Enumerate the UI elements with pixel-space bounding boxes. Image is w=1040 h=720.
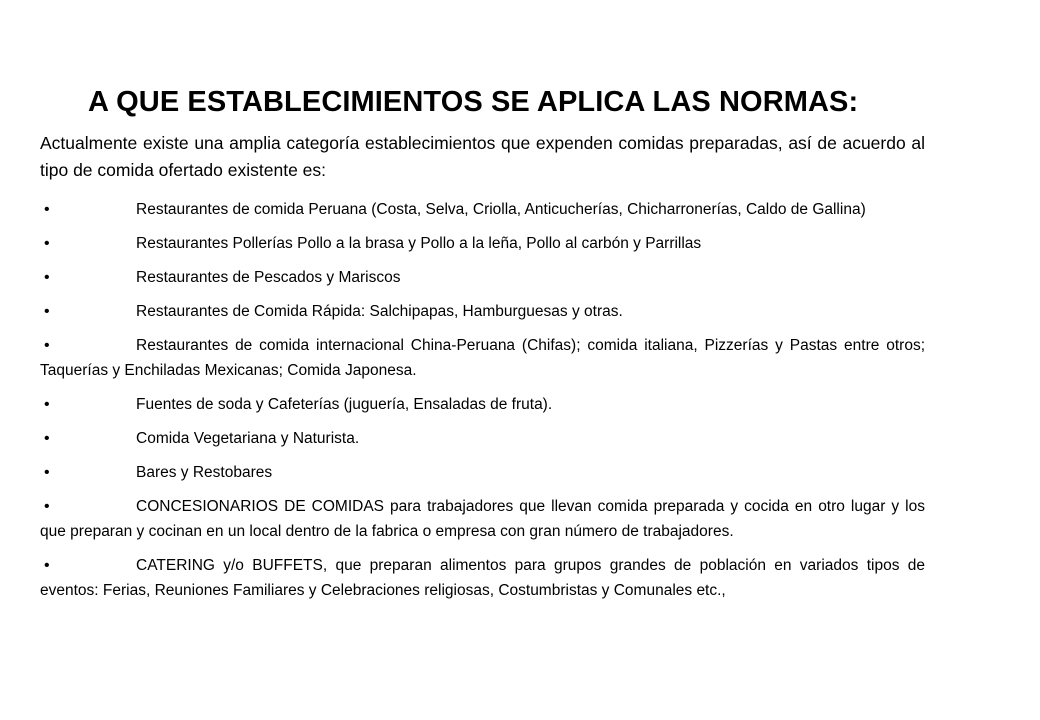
list-item bbox=[40, 197, 925, 222]
bullet-icon: • bbox=[44, 337, 50, 354]
list-item-text: Restaurantes Pollerías Pollo a la brasa y Pollo a la leña, Pollo al carbón y Parrillas bbox=[136, 235, 702, 252]
list-item bbox=[40, 553, 925, 603]
establishment-list bbox=[40, 197, 925, 612]
list-item-text: CONCESIONARIOS DE COMIDAS para trabajadores que llevan comida preparada y cocida en otro lugar y los que preparan y cocinan en un local dentro de la fabrica o empresa con gran número de trabajadores. bbox=[40, 498, 925, 540]
bullet-icon: • bbox=[44, 498, 50, 515]
bullet-icon: • bbox=[44, 269, 50, 286]
list-item bbox=[40, 460, 925, 485]
bullet-icon: • bbox=[44, 430, 50, 447]
list-item-text: Comida Vegetariana y Naturista. bbox=[136, 430, 360, 447]
list-item bbox=[40, 231, 925, 256]
bullet-icon: • bbox=[44, 201, 50, 218]
list-item-text: Restaurantes de comida Peruana (Costa, Selva, Criolla, Anticucherías, Chicharronerías, Caldo de Gallina) bbox=[136, 201, 866, 218]
bullet-icon: • bbox=[44, 235, 50, 252]
page-title: A QUE ESTABLECIMIENTOS SE APLICA LAS NORMAS: bbox=[88, 86, 859, 118]
list-item bbox=[40, 392, 925, 417]
list-item bbox=[40, 333, 925, 383]
list-item bbox=[40, 494, 925, 544]
list-item bbox=[40, 426, 925, 451]
intro-paragraph: Actualmente existe una amplia categoría establecimientos que expenden comidas preparadas, así de acuerdo al tipo de comida ofertado existente es: bbox=[40, 133, 925, 180]
bullet-icon: • bbox=[44, 396, 50, 413]
list-item bbox=[40, 265, 925, 290]
bullet-icon: • bbox=[44, 557, 50, 574]
list-item-text: Restaurantes de comida internacional China-Peruana (Chifas); comida italiana, Pizzerías y Pastas entre otros; Taquerías y Enchiladas Mexicanas; Comida Japonesa. bbox=[40, 337, 925, 379]
list-item-text: Bares y Restobares bbox=[136, 464, 273, 481]
list-item-text: CATERING y/o BUFFETS, que preparan alimentos para grupos grandes de población en variados tipos de eventos: Ferias, Reuniones Familiares y Celebraciones religiosas, Costumbristas y Comunales etc., bbox=[40, 557, 925, 599]
bullet-icon: • bbox=[44, 303, 50, 320]
list-item-text: Restaurantes de Pescados y Mariscos bbox=[136, 269, 401, 286]
bullet-icon: • bbox=[44, 464, 50, 481]
list-item-text: Restaurantes de Comida Rápida: Salchipapas, Hamburguesas y otras. bbox=[136, 303, 623, 320]
list-item bbox=[40, 299, 925, 324]
list-item-text: Fuentes de soda y Cafeterías (juguería, Ensaladas de fruta). bbox=[136, 396, 553, 413]
